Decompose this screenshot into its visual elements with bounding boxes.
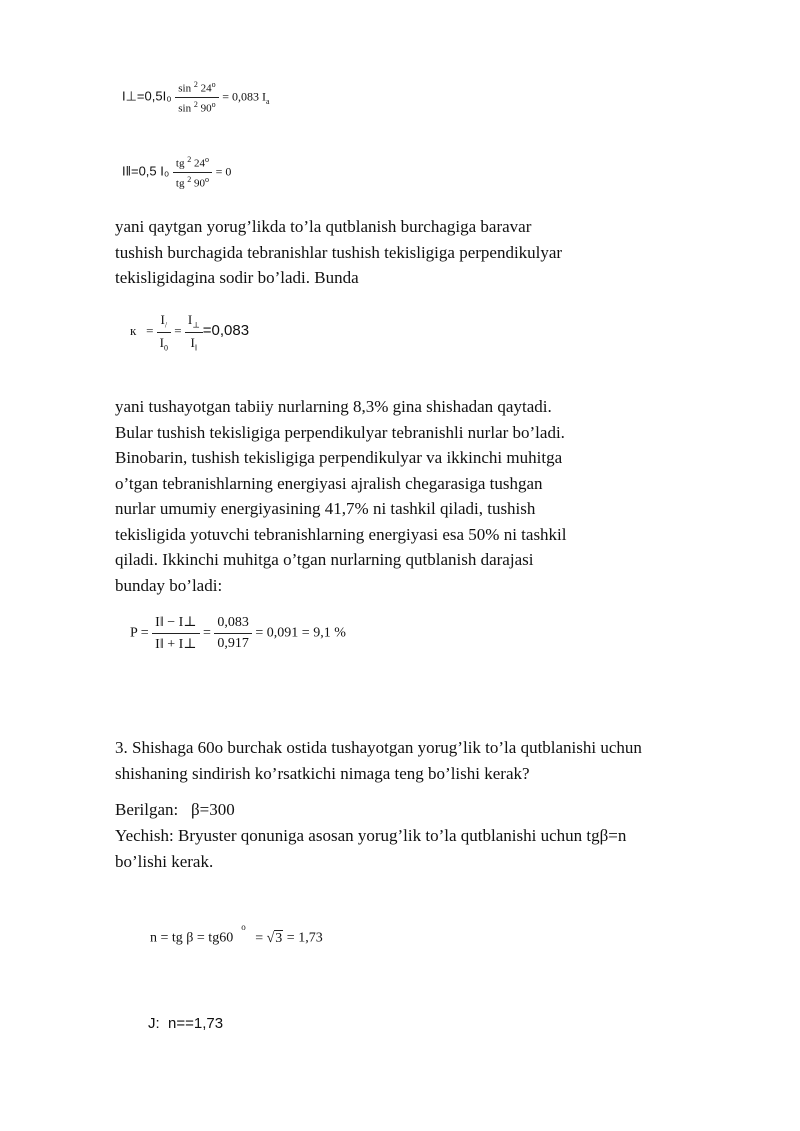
- solution: [115, 823, 626, 874]
- eq3-f2-den-sub: ‖: [194, 343, 198, 353]
- paragraph-line: Binobarin, tushish tekisligiga perpendikulyar va ikkinchi muhitga: [115, 448, 563, 467]
- eq3-fraction-2: [185, 312, 203, 352]
- eq1-rhs: = 0,083 I: [222, 89, 266, 104]
- eq1-den-exp: 2: [193, 99, 198, 109]
- solution-line: bo’lishi kerak.: [115, 851, 214, 871]
- eq4-f2-den: 0,917: [214, 633, 252, 652]
- eq3-f2-num: I: [187, 312, 193, 327]
- eq4-fraction-2: [214, 615, 252, 652]
- solution-line: Yechish: Bryuster qonuniga asosan yorug’lik to’la qutblanishi uchun tgβ=n: [115, 826, 627, 845]
- eq5-eq-sign: =: [255, 930, 264, 946]
- eq2-num-deg: o: [204, 155, 209, 164]
- paragraph-line: yani qaytgan yorug’likda to’la qutblanish burchagiga baravar: [115, 217, 532, 236]
- eq4-lhs: P =: [130, 625, 149, 641]
- eq2-fraction: [173, 155, 212, 189]
- eq3-f1-num: I: [160, 312, 165, 327]
- eq4-mid-sign: =: [203, 625, 211, 641]
- given-line: Berilgan: β=300: [115, 800, 235, 819]
- paragraph-line: tushish burchagida tebranishlar tushish tekisligiga perpendikulyar: [115, 242, 563, 262]
- eq3-mid-sign: =: [174, 323, 182, 339]
- eq4-fraction-1: [152, 614, 199, 653]
- eq1-fraction: [175, 80, 218, 114]
- eq3-f2-num-sub: ⊥: [192, 320, 200, 330]
- eq1-num-func: sin: [178, 82, 192, 95]
- eq4-rhs: = 0,091 = 9,1 %: [255, 625, 346, 641]
- eq1-den-func: sin: [178, 102, 192, 115]
- eq5-rhs: = 1,73: [286, 930, 323, 946]
- paragraph-line: bunday bo’ladi:: [115, 575, 223, 595]
- paragraph-line: yani tushayotgan tabiiy nurlarning 8,3% gina shishadan qaytadi.: [115, 397, 552, 416]
- eq1-num-angle: 24: [200, 82, 212, 95]
- eq2-den-func: tg: [175, 177, 185, 190]
- eq3-fraction-1: [157, 312, 171, 352]
- eq1-num-exp: 2: [193, 80, 198, 89]
- equation-kappa: [130, 312, 249, 352]
- problem-line: shishaning sindirish ko’rsatkichi nimaga teng bo’lishi kerak?: [115, 763, 530, 783]
- eq3-f1-den: I: [159, 334, 165, 350]
- paragraph-1: [115, 214, 562, 291]
- paragraph-line: qiladi. Ikkinchi muhitga o’tgan nurlarning qutblanish darajasi: [115, 550, 534, 569]
- paragraph-line: o’tgan tebranishlarning energiyasi ajralish chegarasiga tushgan: [115, 473, 543, 493]
- eq3-eq-sign: =: [146, 323, 154, 339]
- equation-polarization-degree: [130, 614, 346, 653]
- answer-line: J: n==1,73: [148, 1015, 224, 1032]
- paragraph-line: tekisligidagina sodir bo’ladi. Bunda: [115, 268, 359, 287]
- eq4-f1-num: I‖ − I⊥: [155, 615, 197, 630]
- eq2-den-exp: 2: [187, 174, 192, 184]
- eq3-lhs: к: [130, 323, 137, 339]
- eq1-rhs-sub: a: [265, 97, 270, 107]
- eq1-num-deg: o: [211, 80, 216, 89]
- eq4-f2-num: 0,083: [217, 615, 249, 630]
- paragraph-line: tekisligida yotuvchi tebranishlarning energiyasi esa 50% ni tashkil: [115, 524, 567, 544]
- eq2-rhs: = 0: [215, 164, 232, 179]
- eq2-num-exp: 2: [187, 155, 192, 164]
- equation-i-parallel: [122, 155, 231, 189]
- equation-refractive-index: [150, 922, 323, 947]
- sqrt-symbol: √3: [266, 930, 283, 946]
- eq1-den-deg: o: [211, 99, 216, 109]
- eq1-den-angle: 90: [200, 102, 212, 115]
- eq3-f2-den: I: [190, 334, 195, 350]
- equation-i-perp: [122, 80, 270, 114]
- eq5-radicand: 3: [275, 930, 283, 946]
- eq2-num-angle: 24: [193, 157, 205, 170]
- paragraph-2: [115, 394, 567, 598]
- eq5-lhs: n = tg β = tg60: [150, 930, 234, 946]
- eq2-num-func: tg: [175, 157, 185, 170]
- eq3-rhs: =0,083: [202, 322, 250, 340]
- eq2-den-angle: 90: [193, 177, 205, 190]
- paragraph-line: Bular tushish tekisligiga perpendikulyar tebranishli nurlar bo’ladi.: [115, 422, 565, 442]
- eq5-deg: o: [241, 922, 246, 932]
- eq3-f1-num-sub: /: [164, 320, 168, 330]
- problem-line: 3. Shishaga 60o burchak ostida tushayotgan yorug’lik to’la qutblanishi uchun: [115, 738, 642, 757]
- eq2-den-deg: o: [204, 174, 209, 184]
- paragraph-line: nurlar umumiy energiyasining 41,7% ni tashkil qiladi, tushish: [115, 499, 536, 518]
- eq2-lhs: I‖=0,5 I₀: [122, 163, 170, 179]
- eq3-f1-den-sub: 0: [164, 343, 169, 353]
- eq4-f1-den: I‖ + I⊥: [152, 633, 199, 653]
- problem-3: [115, 735, 642, 786]
- eq1-lhs: I⊥=0,5I₀: [122, 88, 172, 104]
